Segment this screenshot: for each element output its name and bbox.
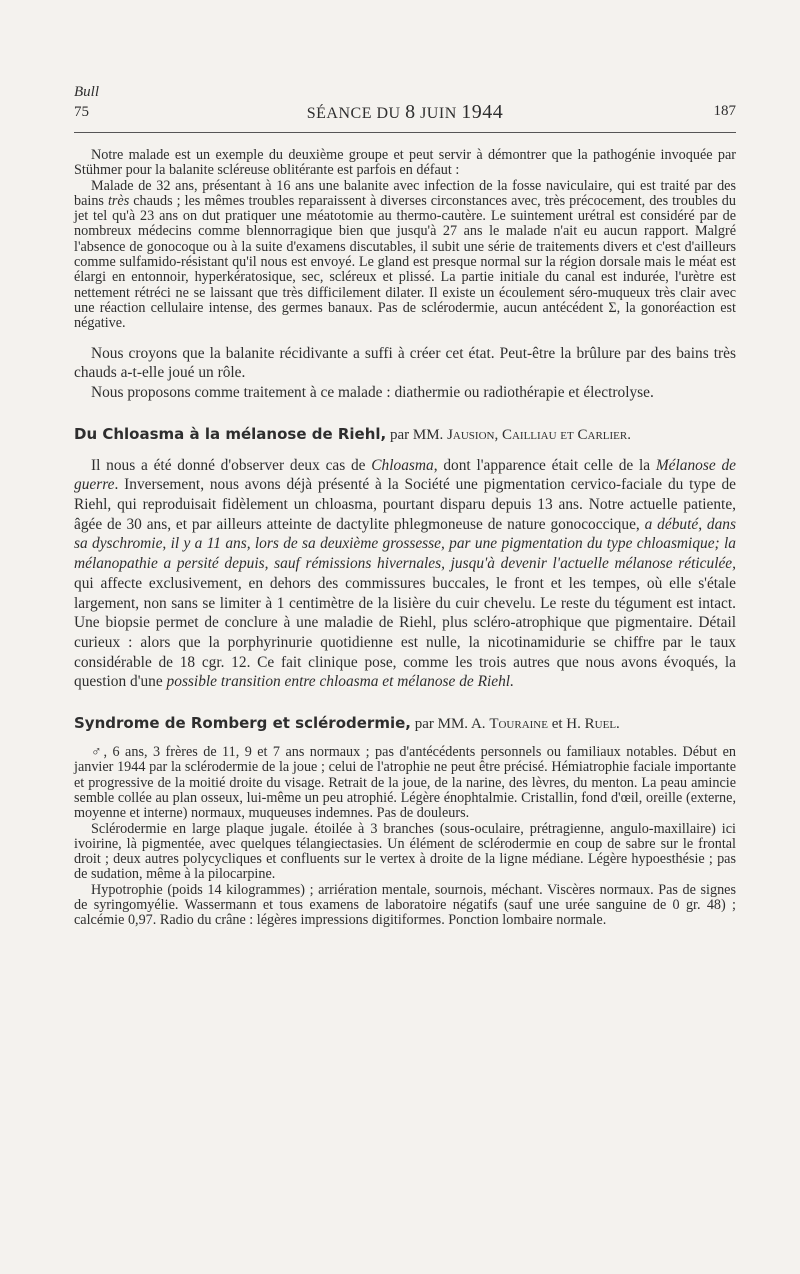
intro-paragraph-4: Nous proposons comme traitement à ce malade : diathermie ou radiothérapie et électrolyse. bbox=[91, 383, 654, 401]
intro-paragraph-3: Nous croyons que la balanite récidivante a suffi à créer cet état. Peut-être la brûlure par des bains très chauds a-t-elle joué un rôle. bbox=[74, 344, 736, 382]
section-1-paragraph: Il nous a été donné d'observer deux cas de Chloasma, dont l'apparence était celle de la Mélanose de guerre. Inversement, nous avons déjà présenté à la Société une pigmentation cervico-faciale du type de Riehl, qui reproduisait fidèlement un chloasma, pourtant disparu depuis 13 ans. Notre actuelle patiente, âgée de 30 ans, et par ailleurs atteinte de dactylite phlegmoneuse de nature gonococcique, a débuté, dans sa dyschromie, il y a 11 ans, lors de sa deuxième grossesse, par une pigmentation du type chloasmique; la mélanopathie a persité depuis, sauf rémissions hivernales, jusqu'à devenir l'actuelle mélanose réticulée, qui affecte exclusivement, en dehors des commissures buccales, le front et les tempes, où elle s'étale largement, non sans se limiter à 1 centimètre de la lisière du cuir chevelu. Le reste du tégument est intact. Une biopsie permet de conclure à une maladie de Riehl, plus scléro-atrophique que pigmentaire. Détail curieux : alors que la porphyrinurie quotidienne est nulle, la nicotinamidurie se chiffre par le taux considérable de 18 cgr. 12. Ce fait clinique pose, comme les trois autres que nous avons évoqués, la question d'une possible transition entre chloasma et mélanose de Riehl. bbox=[74, 456, 736, 691]
header-rule bbox=[74, 132, 736, 133]
section-2-paragraph-2: Sclérodermie en large plaque jugale. étoilée à 3 branches (sous-oculaire, prétragienne, angulo-maxillaire) ici ivoirine, là pigmentée, avec quelques télangiectasies. Un élément de sclérodermie en coup de sabre sur le frontal droit ; deux autres polycycliques et confluents sur le vertex à droite de la ligne médiane. Légère hypoesthésie ; pas de sudation, même à la pilocarpine. bbox=[74, 820, 736, 883]
section-2-paragraph-1: ♂, 6 ans, 3 frères de 11, 9 et 7 ans normaux ; pas d'antécédents personnels ou familiaux notables. Début en janvier 1944 par la sclérodermie de la joue ; celui de l'atrophie ne peut être précisé. Hémiatrophie faciale importante et progressive de la moitié droite du visage. Retrait de la joue, de la narine, des lèvres, du menton. La peau amincie semble collée au plan osseux, lui-même un peu atrophié. Légère énophtalmie. Cristallin, fond d'œil, oreille (externe, moyenne et interne) normaux, muqueuses indemnes. Pas de douleurs. bbox=[74, 744, 736, 822]
volume-number: 75 bbox=[74, 104, 89, 120]
journal-abbrev: Bull bbox=[74, 84, 99, 100]
section-2-paragraph-3: Hypotrophie (poids 14 kilogrammes) ; arriération mentale, sournois, méchant. Viscères normaux. Pas de signes de syringomyélie. Wassermann et tous examens de laboratoire négatifs (sauf une urée sanguine de 0 gr. 48) ; calcémie 0,97. Radio du crâne : légères impressions digitiformes. Ponction lombaire normale. bbox=[74, 881, 736, 929]
section-2-heading: Syndrome de Romberg et sclérodermie, par MM. A. Touraine et H. Ruel. bbox=[74, 714, 620, 733]
intro-paragraph-2: Malade de 32 ans, présentant à 16 ans une balanite avec infection de la fosse naviculaire, qui est traité par des bains très chauds ; les mêmes troubles reparaissent à diverses circonstances avec, très précocement, des troubles du jet tel qu'à 23 ans on dut pratiquer une méatotomie au thermo-cautère. Le suintement urétral est considéré par de nombreux médecins comme blennorragique bien que jusqu'à 27 ans le malade n'ait eu aucun rapport. Malgré l'absence de gonocoque ou à la suite d'examens discutables, il subit une série de traitements divers et c'est d'ailleurs comme sulfamido-résistant qu'il nous est envoyé. Le gland est presque normal sur la région dorsale mais le méat est élargi en entonnoir, hyperkératosique, sec, scléreux et plissé. La partie initiale du canal est indurée, l'urètre est nettement rétréci ne se laissant que très difficilement dilater. Il existe un écoulement séro-muqueux très clair avec une réaction cellulaire intense, des germes banaux. Pas de sclérodermie, aucun antécédent Σ, la gonoréaction est négative. bbox=[74, 177, 736, 332]
running-head bbox=[74, 84, 736, 124]
page-body bbox=[74, 148, 736, 929]
page-number: 187 bbox=[713, 103, 736, 119]
session-date: SÉANCE DU 8 JUIN 1944 bbox=[306, 101, 504, 123]
intro-paragraph-1: Notre malade est un exemple du deuxième groupe et peut servir à démontrer que la pathogénie invoquée par Stühmer pour la balanite scléreuse oblitérante est parfois en défaut : bbox=[74, 147, 736, 179]
section-1-heading: Du Chloasma à la mélanose de Riehl, par MM. Jausion, Cailliau et Carlier. bbox=[74, 424, 631, 443]
